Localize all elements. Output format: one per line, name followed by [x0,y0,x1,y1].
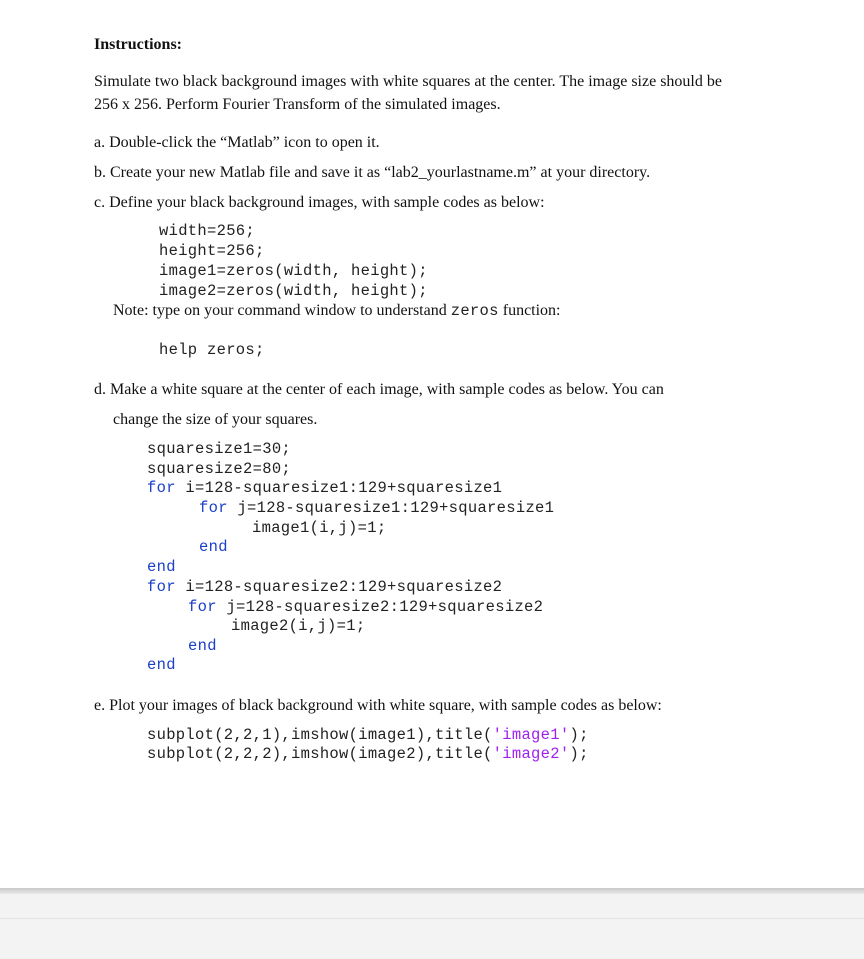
code-line [147,726,589,744]
step-c: c. Define your black background images, with sample codes as below: [94,194,545,211]
keyword-for: for [199,499,228,517]
code-line: end [147,558,176,576]
code-text: i=128-squaresize2:129+squaresize2 [175,578,503,596]
step-d-line-2: change the size of your squares. [113,411,318,428]
step-e: e. Plot your images of black background with white square, with sample codes as below: [94,697,662,714]
note-line [113,302,561,320]
instructions-heading: Instructions: [94,36,183,53]
code-line: squaresize2=80; [147,460,292,478]
note-suffix: function: [498,302,561,319]
step-d-line-1: d. Make a white square at the center of each image, with sample codes as below. You can [94,381,664,398]
code-text: i=128-squaresize1:129+squaresize1 [175,479,503,497]
code-line: width=256; [159,222,256,240]
code-line: height=256; [159,242,265,260]
viewer-background [0,894,864,959]
code-text: subplot(2,2,1),imshow(image1),title( [147,726,493,744]
code-line: end [199,538,228,556]
step-b: b. Create your new Matlab file and save it as “lab2_yourlastname.m” at your directory. [94,164,651,181]
code-line: image1=zeros(width, height); [159,262,428,280]
note-code: zeros [450,302,499,320]
code-text: j=128-squaresize2:129+squaresize2 [216,598,544,616]
intro-line-2: 256 x 256. Perform Fourier Transform of the simulated images. [94,96,501,113]
code-line [147,578,502,596]
code-string: 'image2' [492,745,570,763]
code-line: image1(i,j)=1; [252,519,387,537]
code-line [188,598,543,616]
code-line [147,479,502,497]
page-divider [0,918,864,919]
code-line [147,745,589,763]
code-line: squaresize1=30; [147,440,292,458]
keyword-for: for [147,479,176,497]
code-string: 'image1' [492,726,570,744]
step-a: a. Double-click the “Matlab” icon to open it. [94,134,380,151]
intro-line-1: Simulate two black background images with white squares at the center. The image size should be [94,73,722,90]
code-text: ); [569,726,589,744]
code-text: j=128-squaresize1:129+squaresize1 [227,499,555,517]
code-line: end [147,656,176,674]
code-line [199,499,554,517]
keyword-for: for [147,578,176,596]
note-prefix: Note: type on your command window to understand [113,302,451,319]
code-line: image2(i,j)=1; [231,617,366,635]
code-line: end [188,637,217,655]
keyword-for: for [188,598,217,616]
code-text: ); [569,745,589,763]
code-text: subplot(2,2,2),imshow(image2),title( [147,745,493,763]
code-line: image2=zeros(width, height); [159,282,428,300]
code-help: help zeros; [159,341,265,359]
